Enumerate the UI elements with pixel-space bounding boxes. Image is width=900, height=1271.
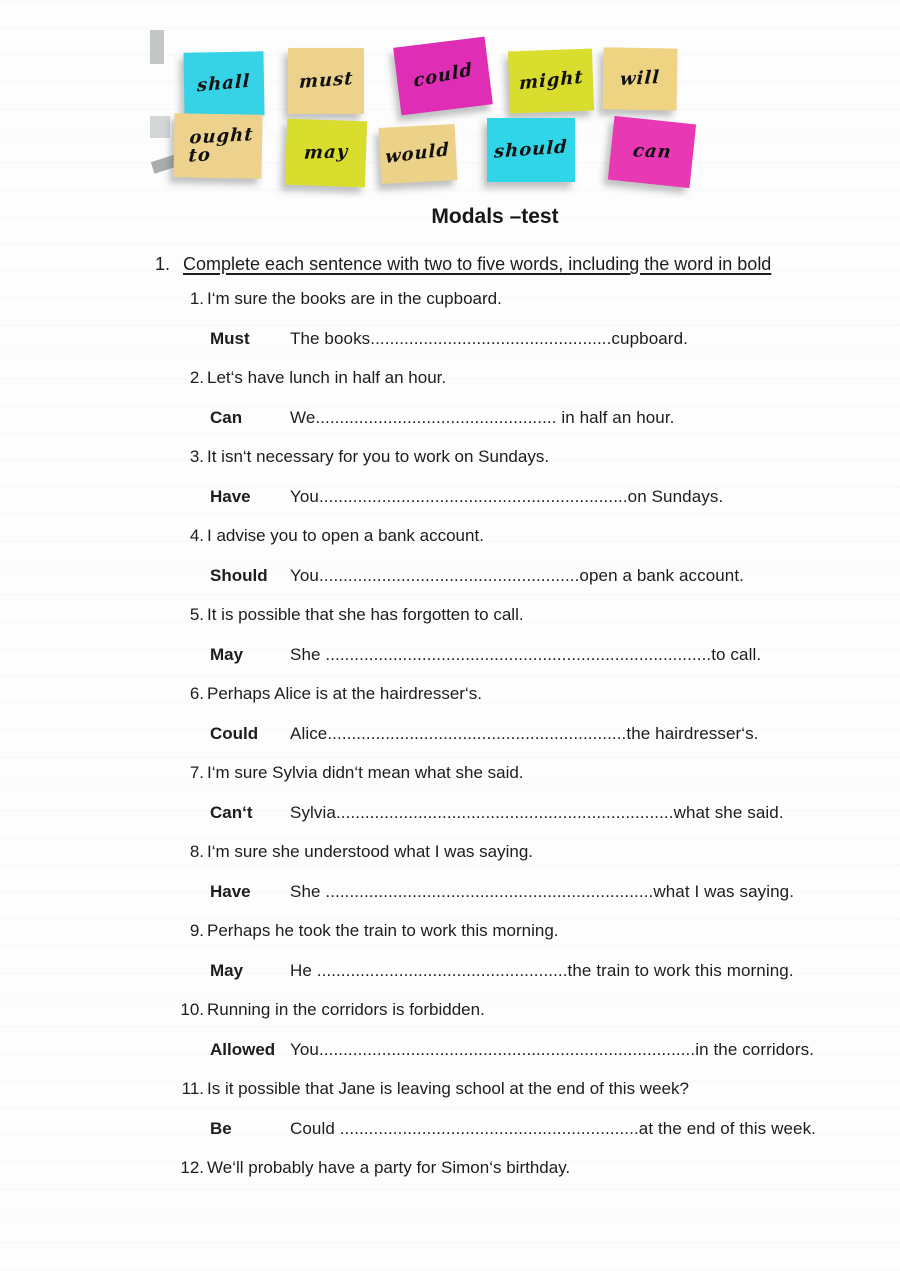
item-number: 6. — [189, 684, 204, 703]
answer-line — [180, 486, 900, 508]
answer-blank: Alice..............................................................the hairdresser‘s. — [290, 723, 759, 743]
modal-keyword: Could — [210, 723, 259, 743]
modal-keyword: Have — [210, 486, 251, 506]
sticky-note-could — [393, 37, 493, 116]
item-number: 12. — [180, 1158, 204, 1177]
modal-keyword: Must — [210, 328, 250, 348]
item-number: 5. — [189, 605, 204, 624]
exercise-item-4 — [180, 525, 900, 587]
sentence-line — [180, 683, 900, 705]
modal-keyword: May — [210, 644, 244, 664]
item-sentence: I‘m sure the books are in the cupboard. — [207, 289, 502, 308]
answer-line — [180, 1118, 900, 1140]
modal-keyword: Can‘t — [210, 802, 253, 822]
answer-blank: You................................................................on Sundays. — [290, 486, 724, 506]
item-sentence: Perhaps Alice is at the hairdresser‘s. — [207, 684, 482, 703]
instruction-text: Complete each sentence with two to five words, including the word in bold — [183, 254, 772, 274]
modal-keyword: Be — [210, 1118, 232, 1138]
item-number: 2. — [189, 368, 204, 387]
item-number: 10. — [180, 1000, 204, 1019]
answer-blank: You..............................................................................in the corridors. — [290, 1039, 815, 1059]
sentence-line — [180, 1078, 900, 1100]
sentence-line — [180, 446, 900, 468]
item-number: 11. — [181, 1079, 204, 1098]
answer-line — [180, 407, 900, 429]
item-sentence: Let‘s have lunch in half an hour. — [207, 368, 447, 387]
instruction-number: 1. — [155, 254, 171, 274]
answer-blank: She ....................................................................what I was saying. — [290, 881, 795, 901]
sticky-note-word: shall — [197, 70, 251, 97]
sentence-line — [180, 288, 900, 310]
sticky-note-would — [379, 124, 458, 184]
modal-keyword: Have — [210, 881, 251, 901]
item-sentence: I‘m sure she understood what I was saying. — [207, 842, 533, 861]
photo-edge-artifact — [150, 30, 164, 64]
sticky-note-should — [487, 118, 575, 182]
exercise-item-7 — [180, 762, 900, 824]
answer-line — [180, 644, 900, 666]
item-sentence: It is possible that she has forgotten to call. — [207, 605, 524, 624]
page-title: Modals –test — [431, 205, 559, 228]
exercise-item-12 — [180, 1157, 900, 1179]
sticky-notes-collage — [0, 0, 900, 195]
item-number: 9. — [189, 921, 204, 940]
item-number: 1. — [189, 289, 204, 308]
sentence-line — [180, 604, 900, 626]
sticky-note-can — [608, 116, 696, 188]
sticky-note-word: could — [412, 59, 474, 92]
sentence-line — [180, 762, 900, 784]
exercise-item-6 — [180, 683, 900, 745]
answer-blank: We.................................................. in half an hour. — [290, 407, 675, 427]
item-number: 4. — [189, 526, 204, 545]
sticky-note-must — [288, 48, 364, 114]
photo-edge-artifact — [150, 116, 170, 138]
exercise-item-9 — [180, 920, 900, 982]
modal-keyword: May — [210, 960, 244, 980]
sentence-line — [180, 999, 900, 1021]
answer-line — [180, 1039, 900, 1061]
exercise-item-5 — [180, 604, 900, 666]
item-sentence: It isn‘t necessary for you to work on Sundays. — [207, 447, 550, 466]
sentence-line — [180, 1157, 900, 1179]
item-sentence: I advise you to open a bank account. — [207, 526, 484, 545]
exercise-item-11 — [180, 1078, 900, 1140]
answer-line — [180, 881, 900, 903]
answer-blank: You......................................................open a bank account. — [290, 565, 745, 585]
answer-blank: She ................................................................................to call. — [290, 644, 762, 664]
exercise-item-8 — [180, 841, 900, 903]
sentence-line — [180, 920, 900, 942]
instruction-heading — [155, 252, 900, 276]
answer-blank: The books..................................................cupboard. — [290, 328, 688, 348]
item-sentence: We‘ll probably have a party for Simon‘s birthday. — [207, 1158, 571, 1177]
exercise-item-10 — [180, 999, 900, 1061]
answer-line — [180, 723, 900, 745]
sticky-note-might — [508, 49, 594, 114]
item-sentence: I‘m sure Sylvia didn‘t mean what she said. — [207, 763, 524, 782]
sticky-note-word: would — [385, 138, 451, 169]
sticky-note-word: ought to — [188, 124, 255, 167]
sticky-note-word: may — [303, 141, 349, 164]
item-number: 3. — [189, 447, 204, 466]
answer-line — [180, 802, 900, 824]
item-sentence: Perhaps he took the train to work this morning. — [207, 921, 559, 940]
item-number: 7. — [189, 763, 204, 782]
sticky-note-word: might — [518, 66, 584, 95]
sentence-line — [180, 525, 900, 547]
exercise-item-3 — [180, 446, 900, 508]
sentence-line — [180, 841, 900, 863]
sticky-note-word: should — [493, 136, 569, 163]
answer-line — [180, 565, 900, 587]
answer-blank: He ....................................................the train to work this morning. — [290, 960, 794, 980]
exercise-item-2 — [180, 367, 900, 429]
sticky-note-will — [602, 47, 677, 110]
item-sentence: Is it possible that Jane is leaving school at the end of this week? — [207, 1079, 689, 1098]
modal-keyword: Can — [210, 407, 243, 427]
answer-line — [180, 960, 900, 982]
sticky-note-word: will — [619, 66, 661, 91]
sticky-note-word: can — [631, 140, 673, 163]
sticky-note-word: must — [298, 68, 354, 93]
modal-keyword: Allowed — [210, 1039, 276, 1059]
item-sentence: Running in the corridors is forbidden. — [207, 1000, 485, 1019]
sticky-note-ought-to — [173, 113, 262, 179]
answer-line — [180, 328, 900, 350]
sticky-note-shall — [183, 51, 264, 116]
item-number: 8. — [189, 842, 204, 861]
modal-keyword: Should — [210, 565, 268, 585]
exercise-list — [180, 288, 900, 1179]
exercise-item-1 — [180, 288, 900, 350]
sentence-line — [180, 367, 900, 389]
sticky-note-may — [285, 119, 367, 188]
answer-blank: Could ..............................................................at the end of this week. — [290, 1118, 817, 1138]
answer-blank: Sylvia......................................................................what she said. — [290, 802, 784, 822]
